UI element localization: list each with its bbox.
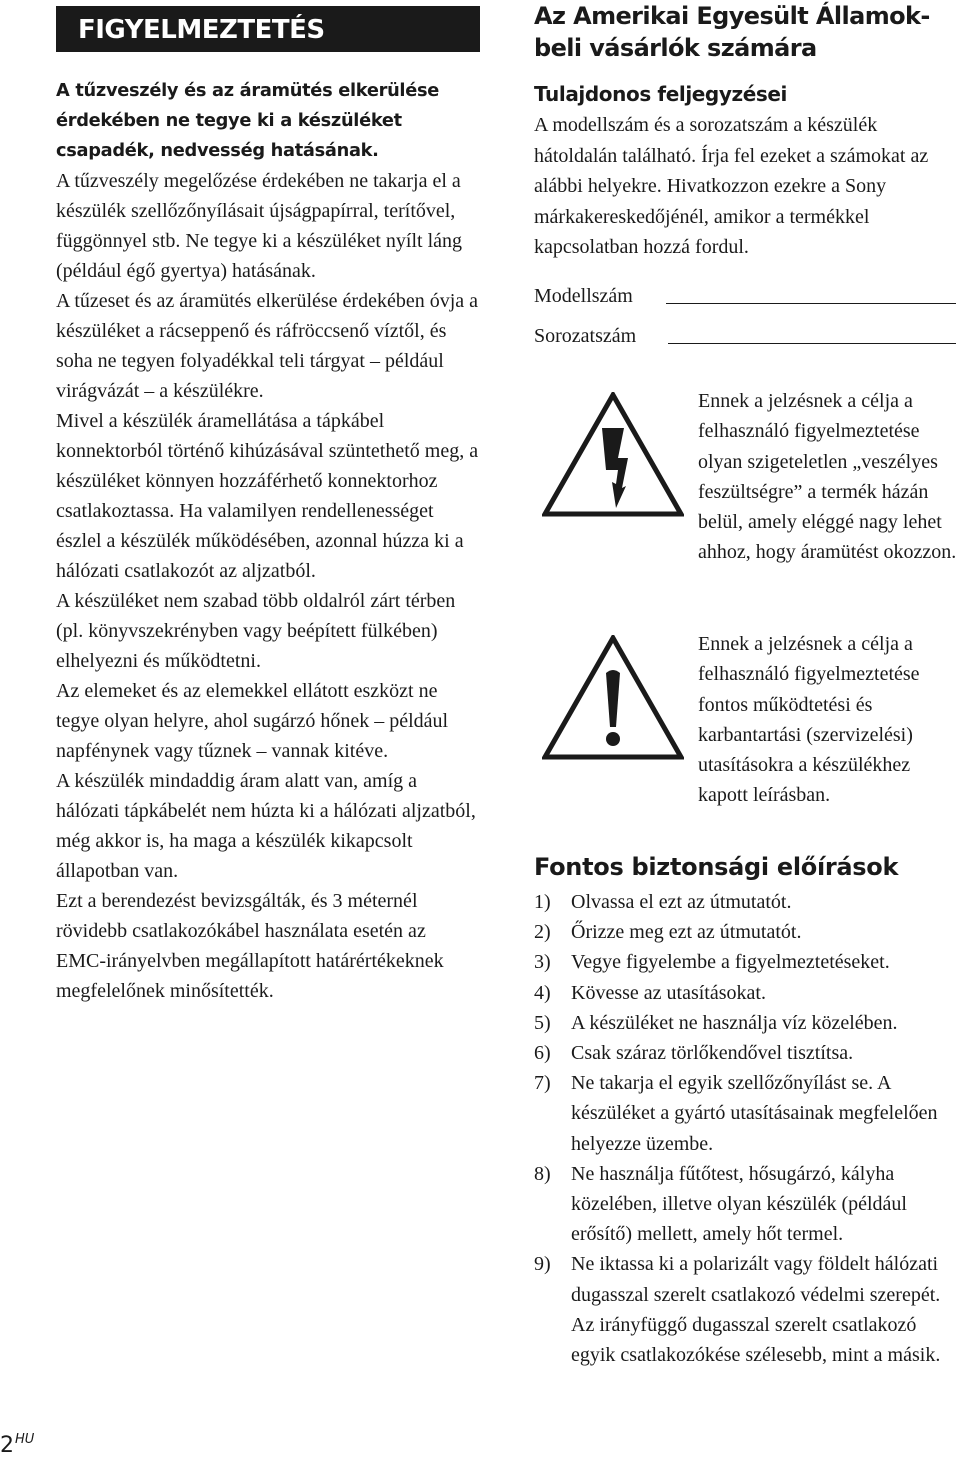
- page-number-value: 2: [0, 1433, 14, 1458]
- lightning-symbol-text: Ennek a jelzésnek a célja a felhasználó figyelmeztetése olyan szigeteletlen „veszélyes feszültségre” a termék házán belül, amely eléggé nagy lehet ahhoz, hogy áramütést okozzon.: [698, 390, 957, 564]
- warning-section: [56, 6, 480, 1006]
- list-item: [534, 1159, 958, 1250]
- list-item-text: Ne takarja el egyik szellőzőnyílást se. A készüléket a gyártó utasításainak megfelelően helyezze üzembe.: [571, 1072, 938, 1155]
- list-item: [534, 887, 958, 917]
- serial-number-field: [534, 323, 956, 349]
- serial-number-label: Sorozatszám: [534, 324, 637, 347]
- list-item-number: 3): [534, 951, 551, 974]
- exclamation-symbol-block: [534, 629, 954, 849]
- warning-lead: A tűzveszély és az áramütés elkerülése érdekében ne tegye ki a készüléket csapadék, nedvesség hatásának.: [56, 80, 440, 161]
- list-item-text: Csak száraz törlőkendővel tisztítsa.: [571, 1042, 854, 1065]
- list-item: [534, 1249, 958, 1370]
- list-item-text: Olvassa el ezt az útmutatót.: [571, 891, 792, 913]
- list-item-text: Ne használja fűtőtest, hősugárzó, kályha közelében, illetve olyan készülék (például erősítő) mellett, amely hőt termel.: [571, 1162, 907, 1246]
- records-heading: Tulajdonos feljegyzései: [534, 82, 788, 106]
- lightning-symbol-block: [534, 386, 957, 626]
- serial-number-line: [668, 343, 956, 344]
- safety-heading: Fontos biztonsági előírások: [534, 853, 899, 881]
- warning-heading: FIGYELMEZTETÉS: [56, 6, 480, 52]
- list-item-text: A készüléket ne használja víz közelében.: [571, 1011, 898, 1034]
- us-section: [534, 0, 957, 1367]
- warning-paragraph: A készüléket nem szabad több oldalról zárt térben (pl. könyvszekrényben vagy beépített fülkében) elhelyezni és működtetni.: [56, 590, 456, 672]
- model-number-field: [534, 283, 956, 309]
- list-item-number: 9): [534, 1253, 551, 1276]
- model-number-line: [666, 303, 956, 304]
- warning-paragraph: A tűzveszély megelőzése érdekében ne takarja el a készülék szellőzőnyílásait újságpapírral, terítővel, függönnyel stb. Ne tegye ki a készüléket nyílt láng (például égő gyertya) hatásának.: [56, 170, 463, 282]
- exclamation-symbol-text: Ennek a jelzésnek a célja a felhasználó figyelmeztetése fontos működtetési és karbantartási (szervizelési) utasításokra a készülékhez kapott leírásban.: [698, 633, 920, 807]
- list-item-number: 2): [534, 921, 551, 944]
- safety-list: [534, 887, 958, 1370]
- warning-paragraph: A tűzeset és az áramütés elkerülése érdekében óvja a készüléket a rácseppenő és ráfröccsenő víztől, és soha ne tegyen folyadékkal teli tárgyat – például virágvázát – a készülékre.: [56, 290, 479, 402]
- warning-paragraph: Ezt a berendezést bevizsgálták, és 3 méternél rövidebb csatlakozókábel használata esetén az EMC-irányelvben megállapított határértékeknek megfelelőnek minősítették.: [56, 890, 444, 1002]
- list-item: [534, 947, 958, 977]
- list-item-number: 4): [534, 981, 551, 1004]
- list-item-text: Vegye figyelembe a figyelmeztetéseket.: [571, 951, 890, 974]
- list-item-number: 5): [534, 1011, 551, 1034]
- list-item-text: Őrizze meg ezt az útmutatót.: [571, 921, 802, 944]
- list-item: [534, 1068, 958, 1159]
- warning-paragraph: Mivel a készülék áramellátása a tápkábel konnektorból történő kihúzásával szüntethető meg, a készüléket könnyen hozzáférhető konnektorhoz csatlakoztassa. Ha valamilyen rendellenességet észlel a készülék működésében, azonnal húzza ki a hálózati csatlakozót az aljzatból.: [56, 410, 479, 582]
- list-item-number: 1): [534, 891, 551, 913]
- list-item: [534, 1008, 958, 1038]
- warning-paragraph: Az elemeket és az elemekkel ellátott eszközt ne tegye olyan helyre, ahol sugárzó hőnek – például napfénynek vagy tűznek – vannak kitéve.: [56, 680, 449, 762]
- list-item: [534, 1038, 958, 1068]
- exclamation-in-triangle-icon: [542, 635, 684, 761]
- warning-body: [56, 166, 480, 1006]
- model-number-label: Modellszám: [534, 284, 633, 307]
- list-item-text: Kövesse az utasításokat.: [571, 981, 766, 1004]
- list-item-number: 7): [534, 1072, 551, 1095]
- us-heading: Az Amerikai Egyesült Államok-beli vásárlók számára: [534, 2, 930, 62]
- list-item-number: 6): [534, 1042, 551, 1065]
- language-code: HU: [15, 1432, 35, 1447]
- warning-paragraph: A készülék mindaddig áram alatt van, amíg a hálózati tápkábelét nem húzta ki a hálózati aljzatból, még akkor is, ha maga a készülék kikapcsolt állapotban van.: [56, 770, 476, 882]
- records-text: A modellszám és a sorozatszám a készülék hátoldalán található. Írja fel ezeket a számokat az alábbi helyekre. Hivatkozzon ezekre a Sony márkakereskedőjénél, amikor a termékkel kapcsolatban hozzá fordul.: [534, 114, 929, 258]
- list-item-number: 8): [534, 1162, 551, 1185]
- list-item-text: Ne iktassa ki a polarizált vagy földelt hálózati dugasszal szerelt csatlakozó védelmi szerepét. Az irányfüggő dugasszal szerelt csatlakozó egyik csatlakozókése szélesebb, mint a másik.: [571, 1253, 941, 1367]
- list-item: [534, 917, 958, 947]
- page-number: [0, 1428, 34, 1458]
- list-item: [534, 978, 958, 1008]
- lightning-in-triangle-icon: [542, 392, 684, 518]
